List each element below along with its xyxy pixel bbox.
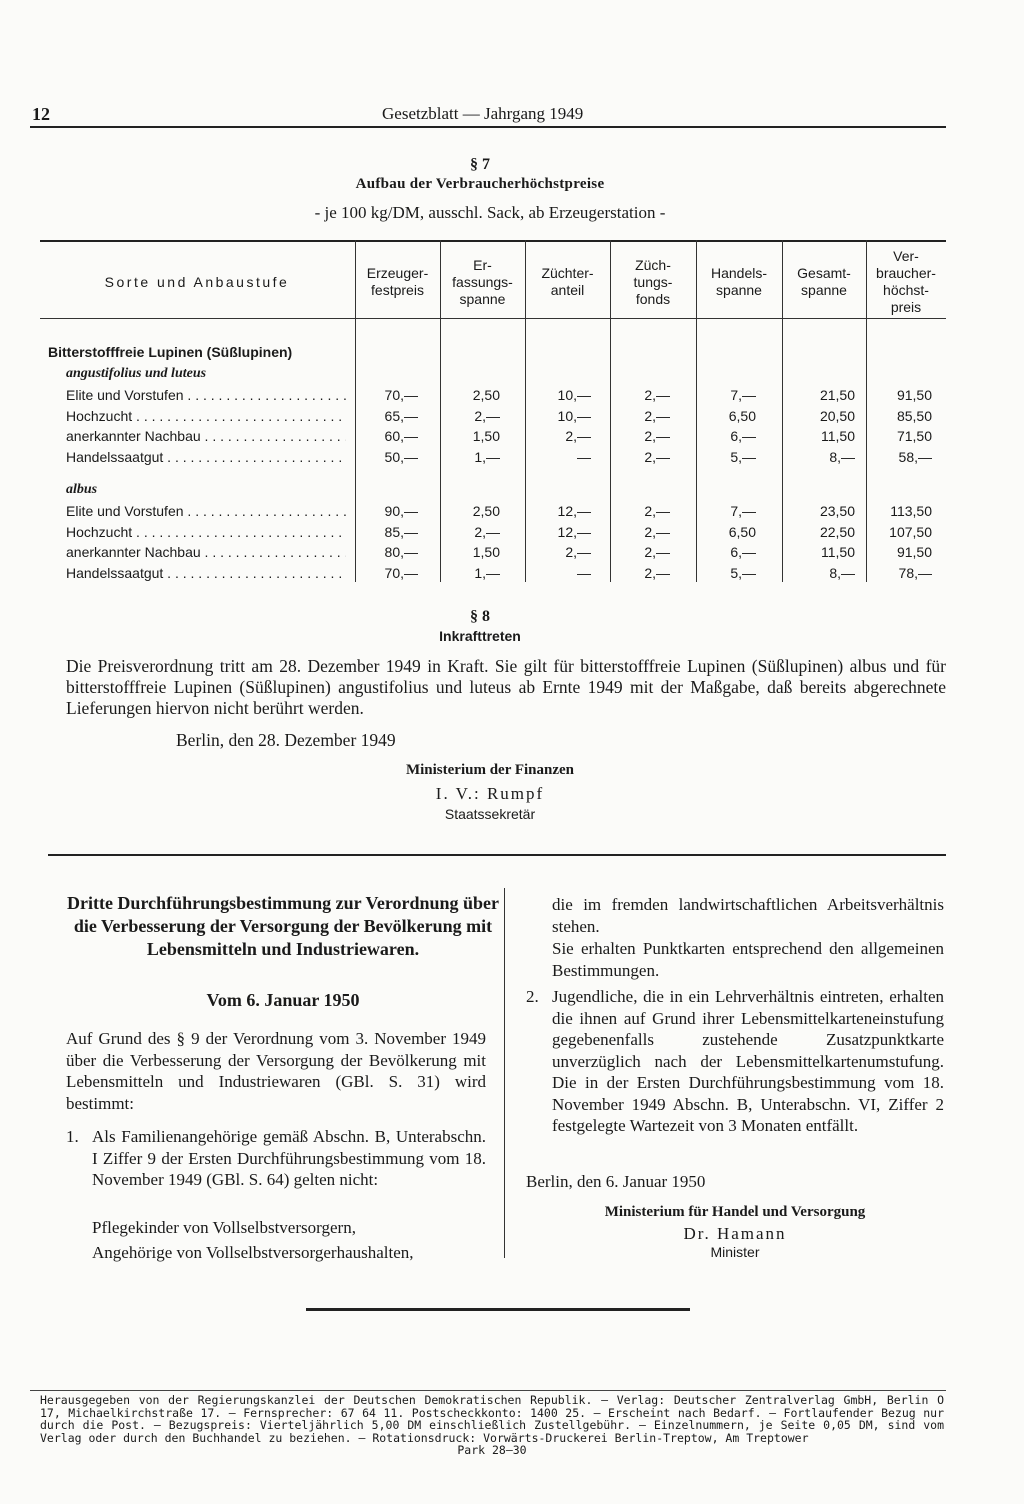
decree-signature: Dr. Hamann bbox=[683, 1224, 787, 1243]
table-cell: 2,— bbox=[644, 387, 670, 403]
column-header-line: höchst- bbox=[883, 282, 929, 298]
column-header-line: tungs- bbox=[633, 273, 673, 290]
table-cell: 1,50 bbox=[472, 544, 500, 560]
table-cell: 22,50 bbox=[819, 523, 855, 540]
table-cell: 8,— bbox=[829, 564, 855, 581]
table-column-header bbox=[355, 246, 440, 318]
table-cell: 50,— bbox=[384, 448, 418, 465]
table-column-header bbox=[782, 246, 866, 318]
decree-item-1 bbox=[66, 1126, 486, 1191]
table-cell: 85,50 bbox=[896, 407, 932, 424]
table-row-label: Handelssaatgut . . . bbox=[66, 449, 346, 465]
table-cell: 10,— bbox=[557, 387, 591, 403]
table-cell: — bbox=[577, 564, 591, 581]
table-column-header bbox=[525, 246, 610, 318]
column-header-line: festpreis bbox=[371, 282, 424, 298]
section-7-subheading: - je 100 kg/DM, ausschl. Sack, ab Erzeugerstation - bbox=[314, 203, 666, 222]
table-cell: 6,— bbox=[730, 428, 756, 444]
column-header-line: spanne bbox=[716, 282, 762, 298]
decree-role: Minister bbox=[710, 1244, 760, 1260]
item-2-text: Jugendliche, die in ein Lehrverhältnis eintreten, erhalten die ihnen auf Grund ihrer Lebensmittelkarteneinstufung gegebenenfalls zustehende Zusatzpunktkarte unverzüglich nach der Lebensmittelkartenumstufung. Die in der Ersten Durchführungsbestimmung vom 18. November 1949 Abschn. B, Unterabschn. VI, Ziffer 2 festgelegte Wartezeit von 3 Monaten entfällt. bbox=[552, 987, 944, 1135]
table-cell: 6,50 bbox=[728, 407, 756, 424]
table-cell: 23,50 bbox=[819, 503, 855, 519]
section-8-signature: I. V.: Rumpf bbox=[435, 784, 545, 803]
table-cell: 7,— bbox=[730, 387, 756, 403]
table-row-label: Handelssaatgut . . . bbox=[66, 565, 346, 581]
section-8-text bbox=[66, 656, 946, 719]
section-7-heading: Aufbau der Verbraucherhöchstpreise bbox=[355, 176, 605, 192]
section-8-role: Staatssekretär bbox=[444, 806, 536, 822]
imprint-text: Herausgegeben von der Regierungskanzlei der Deutschen Demokratischen Republik. — Verlag: Deutscher Zentralverlag GmbH, Berlin O 17, Michaelkirchstraße 17. — Fernsprecher: 67 64 11. Postscheckkonto: 1400 25. — Erscheint nach Bedarf. — Fortlaufender Bezug nur durch die Post. — Bezugspreis: Vierteljährlich 5,00 DM einschließlich Zustellgebühr. — Einzelnummern, je Seite 0,05 DM, sind vom Verlag oder durch den Buchhandel zu beziehen. — Rotationsdruck: Vorwärts-Druckerei Berlin-Treptow, Am Treptower bbox=[40, 1393, 944, 1445]
decree-item-2 bbox=[526, 986, 944, 1137]
table-cell: 91,50 bbox=[896, 387, 932, 403]
table-cell: 2,— bbox=[644, 564, 670, 581]
table-cell: 58,— bbox=[898, 448, 932, 465]
table-cell: 60,— bbox=[384, 428, 418, 444]
table-cell: 2,— bbox=[474, 407, 500, 424]
table-row-label: Elite und Vorstufen . . . bbox=[66, 503, 346, 519]
table-cell: 1,— bbox=[474, 448, 500, 465]
column-header-line: Züch- bbox=[635, 256, 671, 273]
decree-place-date: Berlin, den 6. Januar 1950 bbox=[526, 1172, 706, 1191]
table-cell: 85,— bbox=[384, 523, 418, 540]
column-header-line: Ver- bbox=[893, 248, 919, 264]
column-header-line: Züchter- bbox=[541, 265, 594, 281]
decree-ministry: Ministerium für Handel und Versorgung bbox=[604, 1204, 866, 1220]
item-1-text: Als Familienangehörige gemäß Abschn. B, Unterabschn. I Ziffer 9 der Ersten Durchführungsbestimmung vom 18. November 1949 (GBl. S. 64) gelten nicht: bbox=[92, 1127, 486, 1189]
item-1-entry-a: Pflegekinder von Vollselbstversorgern, bbox=[92, 1218, 356, 1237]
table-cell: 2,— bbox=[644, 544, 670, 560]
table-cell: 11,50 bbox=[821, 544, 855, 560]
section-8-ministry: Ministerium der Finanzen bbox=[405, 762, 575, 778]
table-cell: 80,— bbox=[384, 544, 418, 560]
table-cell: 2,50 bbox=[472, 503, 500, 519]
imprint-last-line: Park 28—30 bbox=[457, 1443, 527, 1457]
table-cell: 7,— bbox=[730, 503, 756, 519]
table-top-rule bbox=[40, 240, 946, 242]
table-cell: 65,— bbox=[384, 407, 418, 424]
column-header-line: braucher- bbox=[876, 265, 936, 281]
table-cell: 8,— bbox=[829, 448, 855, 465]
table-subgroup-heading: albus bbox=[66, 482, 98, 497]
table-header-rule bbox=[40, 318, 946, 319]
table-cell: 12,— bbox=[557, 503, 591, 519]
column-header-line: spanne bbox=[801, 282, 847, 298]
section-8-paragraph: Die Preisverordnung tritt am 28. Dezember 1949 in Kraft. Sie gilt für bitterstofffreie Lupinen (Süßlupinen) albus und für bitterstofffreie Lupinen (Süßlupinen) angustifolius und luteus ab Ernte 1949 mit der Maßgabe, daß bereits abgerechnete Lieferungen hiervon nicht berührt werden. bbox=[66, 656, 946, 718]
table-row-label: Hochzucht . . . bbox=[66, 524, 346, 540]
table-cell: 91,50 bbox=[896, 544, 932, 560]
section-8-date: Berlin, den 28. Dezember 1949 bbox=[176, 730, 396, 750]
section-8-heading: Inkrafttreten bbox=[439, 628, 521, 644]
header-rule bbox=[30, 126, 946, 128]
item-1-number: 1. bbox=[66, 1127, 79, 1146]
column-header-line: anteil bbox=[550, 282, 585, 298]
table-cell: 2,— bbox=[565, 544, 591, 560]
table-cell: 10,— bbox=[557, 407, 591, 424]
table-column-header bbox=[866, 246, 946, 318]
column-header-line: fonds bbox=[635, 290, 671, 307]
table-cell: 2,— bbox=[644, 523, 670, 540]
table-cell: 6,50 bbox=[728, 523, 756, 540]
table-row-label: anerkannter Nachbau . . . bbox=[66, 428, 346, 444]
table-header-sorte: Sorte und Anbaustufe bbox=[104, 273, 290, 290]
column-separator bbox=[504, 888, 505, 1258]
table-cell: 2,— bbox=[644, 407, 670, 424]
table-cell: 2,— bbox=[644, 448, 670, 465]
table-cell: 20,50 bbox=[819, 407, 855, 424]
table-cell: 107,50 bbox=[889, 523, 932, 540]
table-cell: — bbox=[577, 448, 591, 465]
table-cell: 70,— bbox=[384, 564, 418, 581]
section-8-number: § 8 bbox=[470, 608, 490, 625]
page-number: 12 bbox=[32, 104, 50, 124]
table-cell: 12,— bbox=[557, 523, 591, 540]
table-column-header bbox=[610, 246, 696, 318]
table-cell: 2,— bbox=[474, 523, 500, 540]
item-2-number: 2. bbox=[526, 987, 539, 1006]
table-cell: 1,50 bbox=[472, 428, 500, 444]
table-row-label: Hochzucht . . . bbox=[66, 408, 346, 424]
column-header-line: preis bbox=[890, 299, 922, 315]
table-cell: 5,— bbox=[730, 564, 756, 581]
end-rule bbox=[306, 1308, 690, 1311]
column-header-line: spanne bbox=[459, 290, 506, 307]
table-cell: 2,— bbox=[644, 428, 670, 444]
item-1-entry-d: Sie erhalten Punktkarten entsprechend den allgemeinen Bestimmungen. bbox=[552, 939, 944, 980]
column-header-line: Er- bbox=[473, 256, 492, 273]
section-divider-rule bbox=[48, 854, 946, 856]
table-cell: 21,50 bbox=[819, 387, 855, 403]
table-cell: 2,50 bbox=[472, 387, 500, 403]
table-cell: 11,50 bbox=[821, 428, 855, 444]
footer-rule bbox=[30, 1390, 946, 1391]
table-cell: 113,50 bbox=[890, 503, 932, 519]
item-1-entry-c: die im fremden landwirtschaftlichen Arbeitsverhältnis stehen. bbox=[552, 895, 944, 936]
decree-date: Vom 6. Januar 1950 bbox=[206, 990, 360, 1010]
table-cell: 90,— bbox=[384, 503, 418, 519]
decree-title: Dritte Durchführungsbestimmung zur Verordnung über die Verbesserung der Versorgung der Bevölkerung mit Lebensmitteln und Industriewaren. bbox=[66, 893, 500, 959]
column-header-line: Erzeuger- bbox=[366, 265, 429, 281]
section-7-number: § 7 bbox=[470, 156, 490, 173]
table-cell: 78,— bbox=[898, 564, 932, 581]
table-cell: 70,— bbox=[384, 387, 418, 403]
table-cell: 71,50 bbox=[896, 428, 932, 444]
imprint bbox=[40, 1394, 944, 1457]
table-subgroup-heading: angustifolius und luteus bbox=[66, 366, 207, 381]
decree-intro: Auf Grund des § 9 der Verordnung vom 3. November 1949 über die Verbesserung der Versorgung der Bevölkerung mit Lebensmitteln und Industriewaren (GBl. S. 31) wird bestimmt: bbox=[66, 1029, 486, 1113]
table-row-label: Elite und Vorstufen . . . bbox=[66, 387, 346, 403]
item-1-entry-b: Angehörige von Vollselbstversorgerhaushalten, bbox=[92, 1243, 414, 1262]
table-cell: 2,— bbox=[565, 428, 591, 444]
table-column-header bbox=[440, 246, 525, 318]
column-header-line: Gesamt- bbox=[797, 265, 851, 281]
column-header-line: Handels- bbox=[710, 265, 768, 281]
column-header-line: fassungs- bbox=[452, 273, 513, 290]
table-cell: 6,— bbox=[730, 544, 756, 560]
table-row-label: anerkannter Nachbau . . . bbox=[66, 544, 346, 560]
table-cell: 5,— bbox=[730, 448, 756, 465]
table-cell: 2,— bbox=[644, 503, 670, 519]
table-column-header bbox=[696, 246, 782, 318]
journal-title: Gesetzblatt — Jahrgang 1949 bbox=[382, 104, 584, 123]
table-cell: 1,— bbox=[474, 564, 500, 581]
table-group-heading: Bitterstofffreie Lupinen (Süßlupinen) bbox=[48, 344, 293, 360]
